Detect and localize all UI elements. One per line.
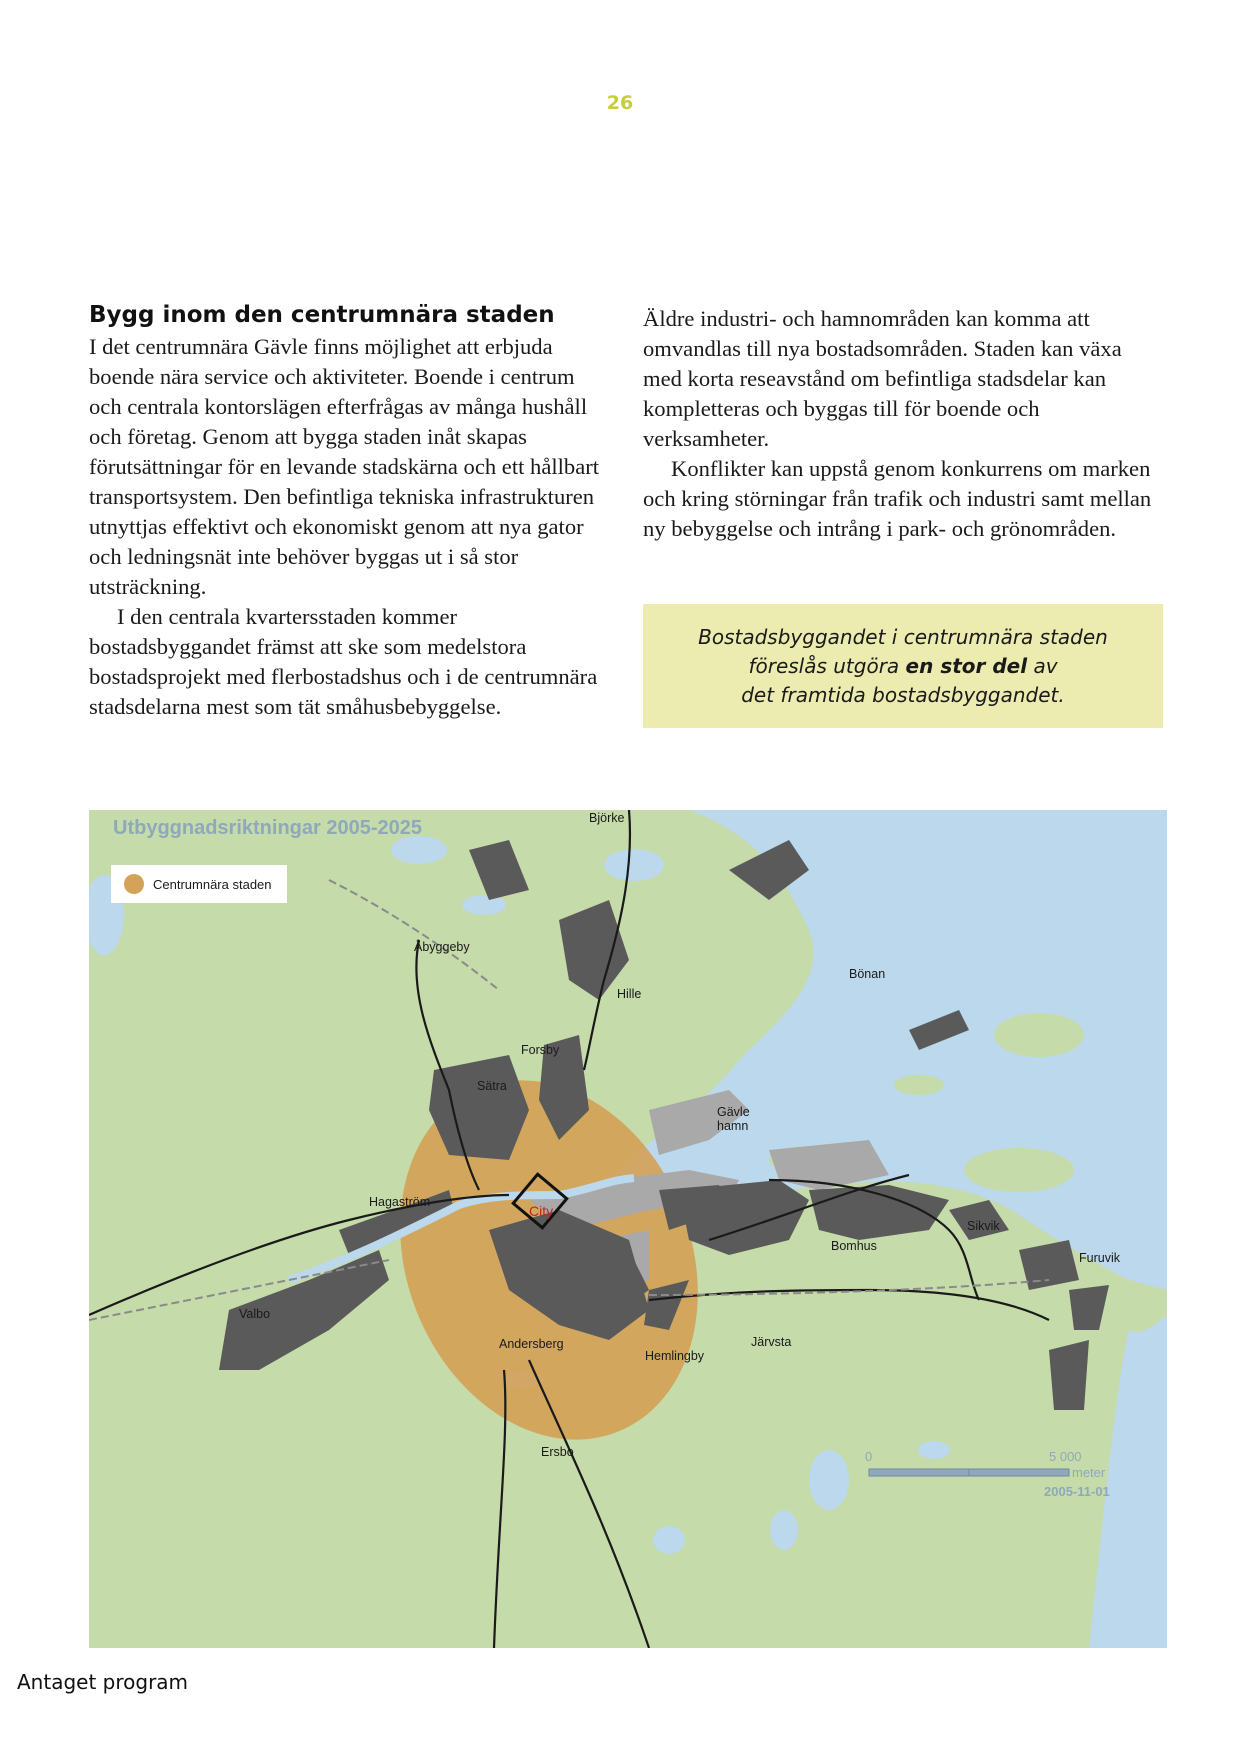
place-label-andersberg: Andersberg (499, 1337, 564, 1351)
scale-start-label: 0 (865, 1449, 873, 1464)
place-label-gavle-hamn-2: hamn (717, 1119, 749, 1133)
page-number: 26 (606, 92, 634, 114)
lake (653, 1526, 685, 1554)
footer-label: Antaget program (17, 1670, 189, 1694)
place-label-abyggeby: Åbyggeby (414, 940, 470, 954)
place-label-bjorke: Björke (589, 811, 625, 825)
place-label-sikvik: Sikvik (967, 1219, 1000, 1233)
place-label-furuvik: Furuvik (1079, 1251, 1120, 1265)
lake (604, 849, 664, 881)
place-label-gavle-hamn-1: Gävle (717, 1105, 750, 1119)
scale-unit-label: meter (1072, 1465, 1106, 1480)
scale-bar-segment (869, 1469, 969, 1476)
callout-line-3: det framtida bostadsbyggandet. (741, 682, 1065, 707)
place-label-bonan: Bönan (849, 967, 886, 981)
map-legend (111, 865, 287, 903)
callout-box (643, 604, 1163, 728)
legend-swatch (124, 874, 144, 894)
map (89, 810, 1167, 1648)
map-title: Utbyggnadsriktningar 2005-2025 (113, 817, 422, 839)
scale-bar-segment (969, 1469, 1069, 1476)
place-label-hemlingby: Hemlingby (645, 1349, 705, 1363)
lake (918, 1441, 950, 1459)
left-column (89, 300, 609, 722)
left-paragraph-2: I den centrala kvartersstaden kommer bostadsbyggandet främst att ske som medelstora bostadsprojekt med flerbostadshus och i de centrumnära stadsdelarna mest som tät småhusbebyggelse. (89, 604, 598, 719)
lake (770, 1510, 798, 1550)
right-paragraph-2: Konflikter kan uppstå genom konkurrens om marken och kring störningar från trafik och industri samt mellan ny bebyggelse och intrång i park- och grönområden. (643, 456, 1152, 541)
place-label-hille: Hille (617, 987, 642, 1001)
place-label-satra: Sätra (477, 1079, 507, 1093)
place-label-ersbo: Ersbo (541, 1445, 574, 1459)
callout-line-1: Bostadsbyggandet i centrumnära staden (698, 624, 1108, 649)
place-label-forsby: Forsby (521, 1043, 560, 1057)
lake (809, 1450, 849, 1510)
map-date: 2005-11-01 (1044, 1484, 1110, 1499)
place-label-bomhus: Bomhus (831, 1239, 877, 1253)
island (894, 1075, 944, 1095)
section-heading: Bygg inom den centrumnära staden (89, 302, 555, 328)
lake (462, 895, 506, 915)
island (994, 1013, 1084, 1057)
place-label-hagastrom: Hagaström (369, 1195, 431, 1209)
callout-line-2-post: av (1027, 653, 1058, 678)
place-label-valbo: Valbo (239, 1307, 271, 1321)
island (964, 1148, 1074, 1192)
callout-text (698, 623, 1108, 710)
left-paragraph-1: I det centrumnära Gävle finns möjlighet att erbjuda boende nära service och aktiviteter. Boende i centrum och centrala kontorslägen efterfrågas av många hushåll och företag. Genom att bygga staden inåt skapas förutsättningar för en levande stadskärna och ett hållbart transportsystem. Den befintliga tekniska infrastrukturen utnyttjas effektivt och ekonomiskt genom att nya gator och ledningsnät inte behöver byggas ut i så stor utsträckning. (89, 334, 600, 599)
right-paragraph-1: Äldre industri- och hamnområden kan komma att omvandlas till nya bostadsområden. Staden kan växa med korta reseavstånd om befintliga stadsdelar kan kompletteras och byggas till för boende och verksamheter. (643, 306, 1122, 451)
callout-line-2-pre: föreslås utgöra (748, 653, 906, 678)
place-label-city: City (529, 1203, 554, 1219)
place-label-jarvsta: Järvsta (751, 1335, 792, 1349)
right-column (643, 304, 1163, 544)
legend-label: Centrumnära staden (153, 877, 272, 892)
scale-end-label: 5 000 (1049, 1449, 1082, 1464)
callout-line-2-bold: en stor del (905, 653, 1028, 678)
lake (391, 836, 447, 864)
